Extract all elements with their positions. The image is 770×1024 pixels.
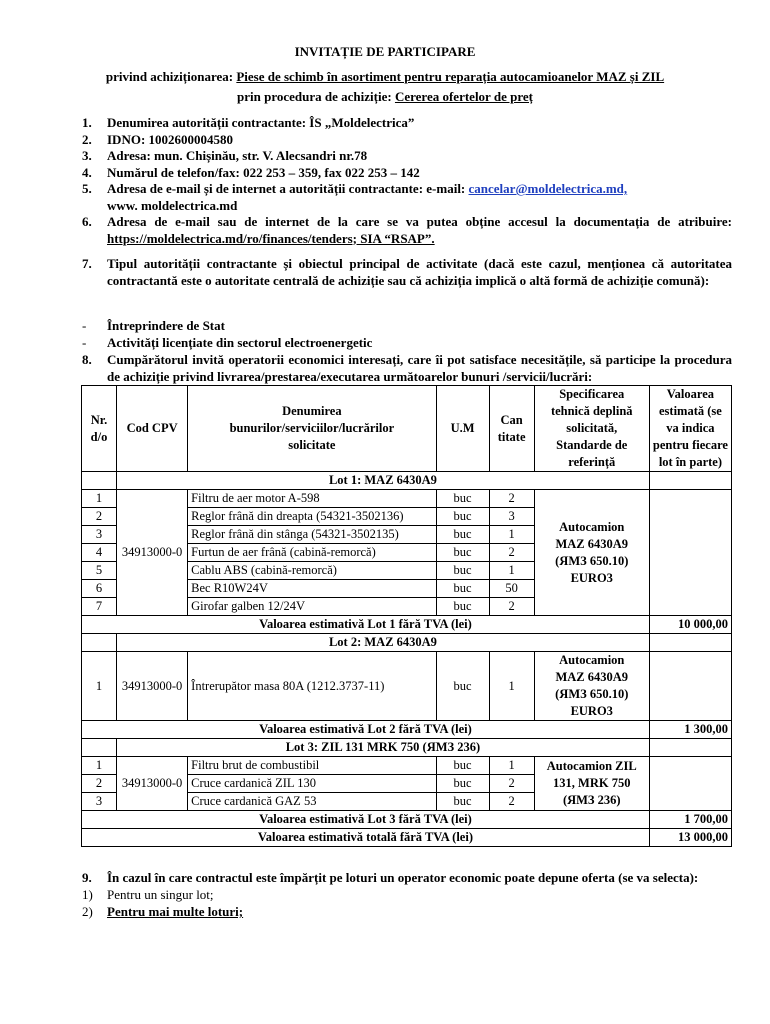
lot2-cpv: 34913000-0 (117, 652, 188, 721)
website-text: www. moldelectrica.md (107, 197, 238, 213)
lot-title-row (82, 739, 732, 757)
lot1-total-value: 10 000,00 (649, 616, 731, 634)
grand-total-row (82, 829, 732, 847)
email-link[interactable]: cancelar@moldelectrica.md, (468, 181, 628, 196)
table-row: 2 Reglor frână din dreapta (54321-3502136) buc 3 (82, 508, 732, 526)
tenders-link[interactable]: https://moldelectrica.md/ro/finances/tenders; SIA “RSAP”. (107, 230, 435, 246)
grand-total-label: Valoarea estimativă totală fără TVA (lei) (82, 829, 650, 847)
list-item: 3. Adresa: mun. Chișinău, str. V. Alecsandri nr.78 (82, 148, 368, 163)
lot2-total-label: Valoarea estimativă Lot 2 fără TVA (lei) (82, 721, 650, 739)
list-item: - Întreprindere de Stat (82, 318, 225, 333)
table-row: 4 Furtun de aer frână (cabină-remorcă) buc 2 (82, 544, 732, 562)
lot-title-row (82, 472, 732, 490)
column-header-spec: Specificarea tehnică deplină solicitată, Standarde de referință (534, 386, 649, 472)
lot2-total-value: 1 300,00 (649, 721, 731, 739)
table-header-row (82, 386, 732, 472)
lot2-title: Lot 2: MAZ 6430A9 (117, 634, 650, 652)
procedure-prefix: prin procedura de achiziție: (237, 89, 395, 104)
page-title: INVITAȚIE DE PARTICIPARE (294, 44, 476, 59)
list-item: 7. Tipul autorității contractante și obiectul principal de activitate (dacă este cazul, menționea că autoritatea contractantă este o autoritate centrală de achiziție sau că achiziția implică o altă formă de achiziție comună): (82, 256, 732, 288)
table-row: 1 34913000-0 Filtru de aer motor A-598 buc 2 Autocamion MAZ 6430A9 (ЯМЗ 650.10) EURO3 (82, 490, 732, 508)
table-row: 6 Bec R10W24V buc 50 (82, 580, 732, 598)
lot3-spec: Autocamion ZIL 131, MRK 750 (ЯМЗ 236) (534, 757, 649, 811)
lot-total-row (82, 616, 732, 634)
procedure-name: Cererea ofertelor de preț (394, 89, 533, 104)
table-row: 1 34913000-0 Întrerupător masa 80A (1212.3737-11) buc 1 Autocamion MAZ 6430A9 (ЯМЗ 650.10) EURO3 (82, 652, 732, 721)
lot3-total-value: 1 700,00 (649, 811, 731, 829)
contracting-authority-details (82, 115, 732, 289)
column-header-um: U.M (436, 386, 489, 472)
lot1-cpv: 34913000-0 (117, 490, 188, 616)
list-item: 4. Numărul de telefon/fax: 022 253 – 359, fax 022 253 – 142 (82, 164, 420, 180)
object-prefix: privind achiziționarea: (105, 69, 237, 84)
procedure-line (0, 89, 770, 105)
lot-total-row (82, 721, 732, 739)
column-header-name: Denumirea bunurilor/serviciilor/lucrărilor solicitate (188, 386, 436, 472)
lot3-title: Lot 3: ZIL 131 MRK 750 (ЯМЗ 236) (117, 739, 650, 757)
list-item: 1. Denumirea autorității contractante: ÎS „Moldelectrica” (82, 115, 415, 130)
lot1-title: Lot 1: MAZ 6430A9 (117, 472, 650, 490)
lot1-spec: Autocamion MAZ 6430A9 (ЯМЗ 650.10) EURO3 (534, 490, 649, 616)
lots-options (82, 869, 732, 920)
table-row: 2 Cruce cardanică ZIL 130 buc 2 (82, 775, 732, 793)
lot3-cpv: 34913000-0 (117, 757, 188, 811)
procurement-table (81, 385, 732, 847)
grand-total-value: 13 000,00 (649, 829, 731, 847)
lot3-total-label: Valoarea estimativă Lot 3 fără TVA (lei) (82, 811, 650, 829)
procurement-object-line (0, 69, 770, 85)
invitation-paragraph: 8. Cumpărătorul invită operatorii economici interesați, care îi pot satisface necesitățile, să participe la procedura de achiziție privind livrarea/prestarea/executarea următoarelor bunuri /servicii/lucrări: (82, 352, 732, 384)
column-header-value: Valoarea estimată (se va indica pentru fiecare lot în parte) (649, 386, 731, 472)
table-row: 1 34913000-0 Filtru brut de combustibil buc 1 Autocamion ZIL 131, MRK 750 (ЯМЗ 236) (82, 757, 732, 775)
lot1-total-label: Valoarea estimativă Lot 1 fără TVA (lei) (82, 616, 650, 634)
column-header-nr: Nr. d/o (82, 386, 117, 472)
column-header-qty: Can titate (489, 386, 534, 472)
table-row: 3 Cruce cardanică GAZ 53 buc 2 (82, 793, 732, 811)
table-row: 5 Cablu ABS (cabină-remorcă) buc 1 (82, 562, 732, 580)
table-row: 3 Reglor frână din stânga (54321-3502135) buc 1 (82, 526, 732, 544)
activity-list (82, 317, 732, 351)
list-item: 5. Adresa de e-mail și de internet a autorității contractante: e-mail: cancelar@moldelectrica.md, www. moldelectrica.md (82, 181, 628, 213)
lot-total-row (82, 811, 732, 829)
list-item: 6. Adresa de e-mail sau de internet de la care se va putea obține accesul la documentația de atribuire: https://moldelectrica.md/ro/finances/tenders; SIA “RSAP”. (82, 214, 732, 246)
lot-title-row (82, 634, 732, 652)
list-item: 9. În cazul în care contractul este împărțit pe loturi un operator economic poate depune oferta (se va selecta): (82, 870, 699, 885)
table-row: 7 Girofar galben 12/24V buc 2 (82, 598, 732, 616)
list-item: 2) Pentru mai multe loturi; (82, 904, 244, 919)
object-title: Piese de schimb în asortiment pentru reparația autocamioanelor MAZ și ZIL (236, 69, 665, 84)
list-item: 2. IDNO: 1002600004580 (82, 131, 234, 147)
list-item: - Activități licențiate din sectorul electroenergetic (82, 335, 373, 350)
column-header-cpv: Cod CPV (117, 386, 188, 472)
lot2-spec: Autocamion MAZ 6430A9 (ЯМЗ 650.10) EURO3 (534, 652, 649, 721)
list-item: 1) Pentru un singur lot; (82, 887, 214, 902)
